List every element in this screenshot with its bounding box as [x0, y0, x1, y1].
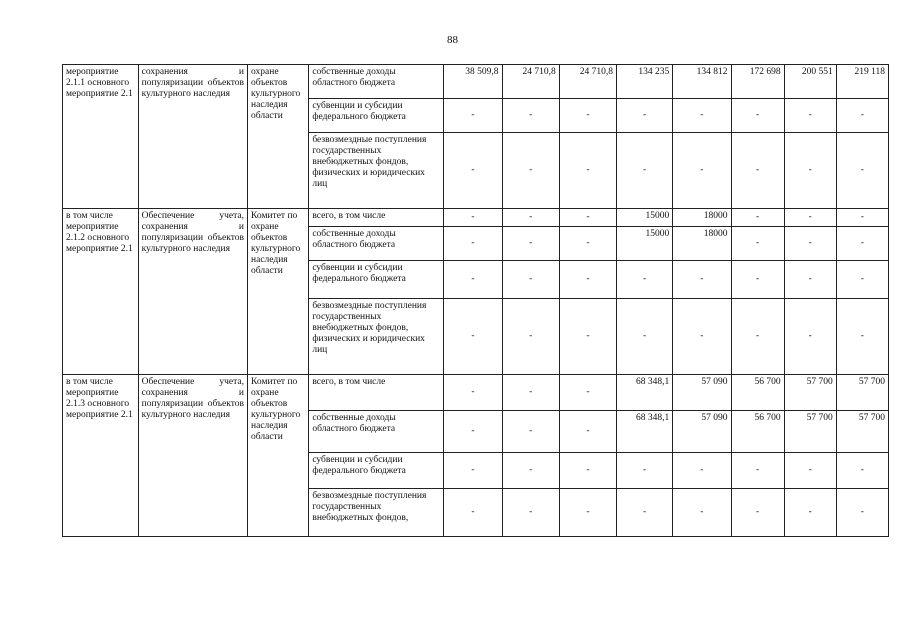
- activity-name-cell: мероприятие 2.1.1 основного мероприятие 2.1: [63, 65, 139, 209]
- funding-source-cell: субвенции и субсидии федерального бюджета: [309, 99, 444, 133]
- value-cell: 24 710,8: [559, 65, 616, 99]
- value-cell: -: [444, 261, 502, 299]
- value-cell: -: [836, 489, 888, 537]
- value-cell: -: [731, 99, 784, 133]
- table-row: [63, 209, 889, 227]
- funding-source-cell: собственные доходы областного бюджета: [309, 411, 444, 453]
- value-cell: -: [731, 133, 784, 209]
- value-cell: -: [617, 133, 673, 209]
- value-cell: -: [673, 99, 731, 133]
- value-cell: -: [731, 489, 784, 537]
- value-cell: -: [617, 453, 673, 489]
- funding-source-cell: безвозмездные поступления государственных внебюджетных фондов, физических и юридических лиц: [309, 299, 444, 375]
- page-number: 88: [447, 34, 458, 46]
- value-cell: -: [617, 261, 673, 299]
- value-cell: 200 551: [784, 65, 836, 99]
- value-cell: -: [444, 209, 502, 227]
- value-cell: -: [559, 489, 616, 537]
- value-cell: -: [784, 227, 836, 261]
- value-cell: 219 118: [836, 65, 888, 99]
- activity-name-cell: в том числе мероприятие 2.1.2 основного мероприятие 2.1: [63, 209, 139, 375]
- value-cell: -: [617, 299, 673, 375]
- value-cell: -: [836, 133, 888, 209]
- value-cell: -: [502, 375, 559, 411]
- value-cell: -: [559, 411, 616, 453]
- value-cell: -: [784, 299, 836, 375]
- value-cell: -: [731, 227, 784, 261]
- funding-source-cell: субвенции и субсидии федерального бюджета: [309, 453, 444, 489]
- funding-source-cell: безвозмездные поступления государственных внебюджетных фондов, физических и юридических лиц: [309, 133, 444, 209]
- value-cell: -: [731, 261, 784, 299]
- value-cell: -: [444, 99, 502, 133]
- value-cell: 15000: [617, 209, 673, 227]
- value-cell: -: [559, 453, 616, 489]
- value-cell: -: [444, 411, 502, 453]
- value-cell: -: [444, 133, 502, 209]
- value-cell: -: [502, 209, 559, 227]
- value-cell: -: [559, 227, 616, 261]
- value-cell: 15000: [617, 227, 673, 261]
- value-cell: -: [444, 227, 502, 261]
- value-cell: -: [731, 299, 784, 375]
- table-row: [63, 65, 889, 99]
- value-cell: -: [502, 489, 559, 537]
- value-cell: 68 348,1: [617, 411, 673, 453]
- value-cell: 134 235: [617, 65, 673, 99]
- value-cell: 56 700: [731, 375, 784, 411]
- value-cell: -: [559, 209, 616, 227]
- value-cell: 134 812: [673, 65, 731, 99]
- value-cell: -: [784, 209, 836, 227]
- value-cell: -: [836, 227, 888, 261]
- value-cell: -: [444, 299, 502, 375]
- value-cell: 56 700: [731, 411, 784, 453]
- funding-source-cell: всего, в том числе: [309, 209, 444, 227]
- value-cell: -: [617, 489, 673, 537]
- value-cell: -: [836, 99, 888, 133]
- funding-source-cell: безвозмездные поступления государственных внебюджетных фондов,: [309, 489, 444, 537]
- value-cell: -: [444, 489, 502, 537]
- value-cell: 57 090: [673, 411, 731, 453]
- value-cell: -: [731, 209, 784, 227]
- value-cell: -: [836, 261, 888, 299]
- value-cell: -: [444, 375, 502, 411]
- value-cell: -: [673, 489, 731, 537]
- table-row: [63, 375, 889, 411]
- value-cell: 24 710,8: [502, 65, 559, 99]
- budget-table: [62, 64, 889, 537]
- value-cell: -: [784, 489, 836, 537]
- value-cell: -: [502, 227, 559, 261]
- funding-source-cell: субвенции и субсидии федерального бюджета: [309, 261, 444, 299]
- value-cell: -: [731, 453, 784, 489]
- value-cell: -: [673, 261, 731, 299]
- funding-source-cell: собственные доходы областного бюджета: [309, 65, 444, 99]
- value-cell: -: [784, 261, 836, 299]
- value-cell: 172 698: [731, 65, 784, 99]
- value-cell: -: [836, 209, 888, 227]
- activity-description-cell: Обеспечение учета, сохранения и популяризации объектов культурного наследия: [138, 209, 247, 375]
- value-cell: -: [559, 261, 616, 299]
- value-cell: -: [502, 453, 559, 489]
- value-cell: -: [784, 99, 836, 133]
- value-cell: -: [559, 133, 616, 209]
- value-cell: -: [673, 453, 731, 489]
- executor-cell: охране объектов культурного наследия области: [248, 65, 309, 209]
- value-cell: 57 090: [673, 375, 731, 411]
- value-cell: -: [784, 453, 836, 489]
- value-cell: -: [502, 261, 559, 299]
- value-cell: 68 348,1: [617, 375, 673, 411]
- value-cell: -: [836, 453, 888, 489]
- activity-name-cell: в том числе мероприятие 2.1.3 основного мероприятие 2.1: [63, 375, 139, 537]
- activity-description-cell: сохранения и популяризации объектов культурного наследия: [138, 65, 247, 209]
- value-cell: -: [502, 411, 559, 453]
- value-cell: -: [673, 299, 731, 375]
- value-cell: -: [559, 99, 616, 133]
- value-cell: 38 509,8: [444, 65, 502, 99]
- value-cell: -: [502, 299, 559, 375]
- executor-cell: Комитет по охране объектов культурного наследия области: [248, 209, 309, 375]
- value-cell: -: [784, 133, 836, 209]
- value-cell: 18000: [673, 227, 731, 261]
- value-cell: -: [502, 133, 559, 209]
- value-cell: -: [559, 375, 616, 411]
- value-cell: -: [502, 99, 559, 133]
- value-cell: -: [444, 453, 502, 489]
- value-cell: 18000: [673, 209, 731, 227]
- funding-source-cell: собственные доходы областного бюджета: [309, 227, 444, 261]
- value-cell: -: [836, 299, 888, 375]
- value-cell: 57 700: [836, 411, 888, 453]
- funding-source-cell: всего, в том числе: [309, 375, 444, 411]
- value-cell: 57 700: [784, 375, 836, 411]
- value-cell: -: [673, 133, 731, 209]
- value-cell: -: [617, 99, 673, 133]
- value-cell: 57 700: [836, 375, 888, 411]
- value-cell: 57 700: [784, 411, 836, 453]
- executor-cell: Комитет по охране объектов культурного наследия области: [248, 375, 309, 537]
- activity-description-cell: Обеспечение учета, сохранения и популяризации объектов культурного наследия: [138, 375, 247, 537]
- value-cell: -: [559, 299, 616, 375]
